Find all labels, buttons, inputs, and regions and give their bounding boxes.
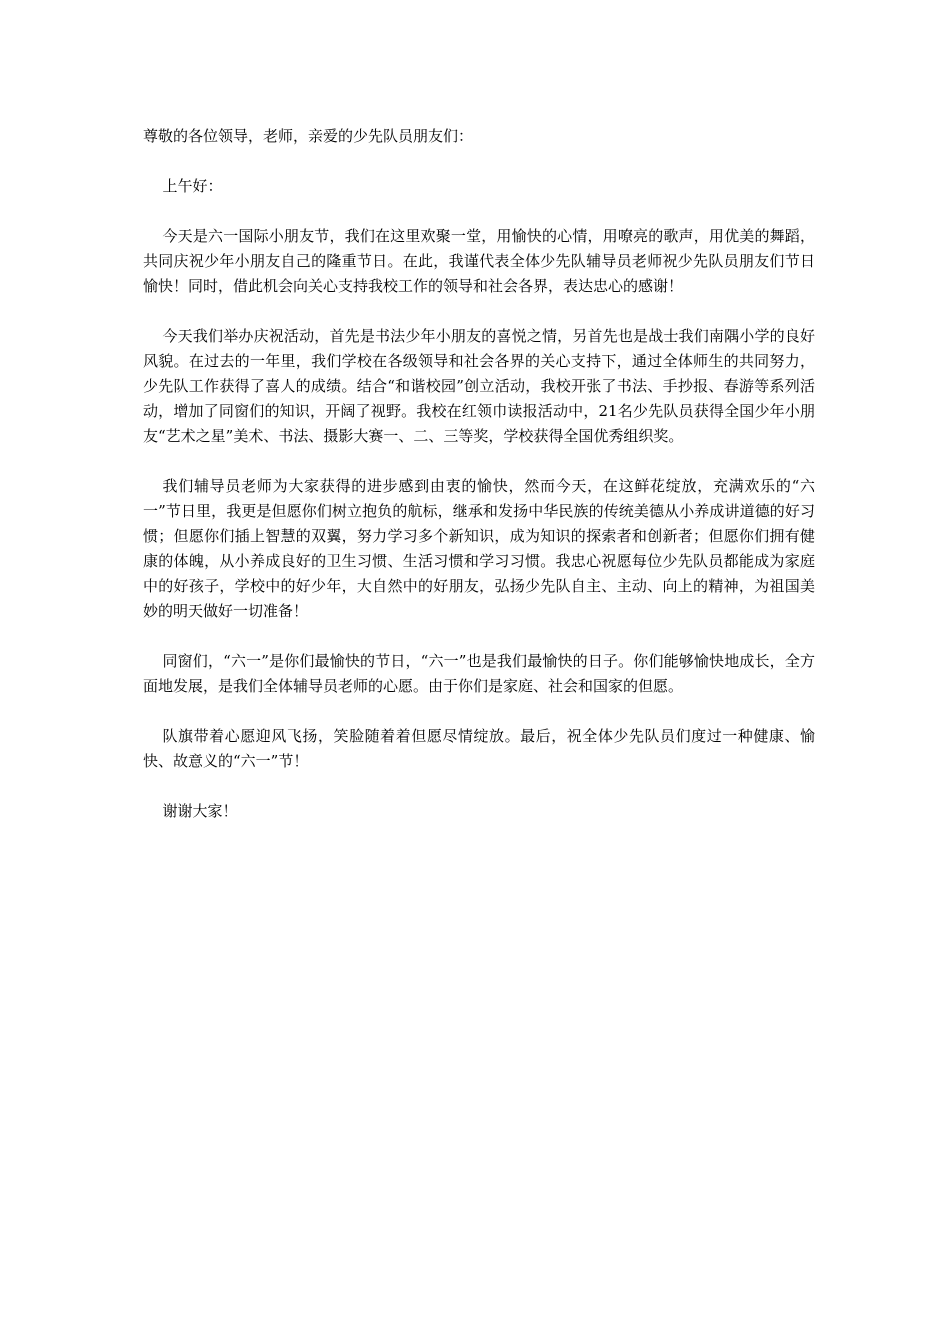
paragraph-opening: 今天是六一国际小朋友节，我们在这里欢聚一堂，用愉快的心情，用嘹亮的歌声，用优美的舞蹈，共同庆祝少年小朋友自己的隆重节日。在此，我谨代表全体少先队辅导员老师祝少先队员朋友们节日愉快！同时，借此机会向关心支持我校工作的领导和社会各界，表达忠心的感谢！	[143, 227, 815, 295]
closing-line: 谢谢大家！	[162, 802, 238, 820]
speech-body	[143, 124, 815, 849]
salutation-line: 上午好：	[162, 177, 223, 195]
paragraph-final-blessing: 队旗带着心愿迎风飞扬，笑脸随着着但愿尽情绽放。最后，祝全体少先队员们度过一种健康、愉快、故意义的“六一”节！	[143, 727, 815, 770]
paragraph-festival: 同窗们，“六一”是你们最愉快的节日，“六一”也是我们最愉快的日子。你们能够愉快地成长，全方面地发展，是我们全体辅导员老师的心愿。由于你们是家庭、社会和国家的但愿。	[143, 652, 815, 695]
paragraph-wishes: 我们辅导员老师为大家获得的进步感到由衷的愉快，然而今天，在这鲜花绽放，充满欢乐的“六一”节日里，我更是但愿你们树立抱负的航标，继承和发扬中华民族的传统美德从小养成讲道德的好习惯；但愿你们插上智慧的双翼，努力学习多个新知识，成为知识的探索者和创新者；但愿你们拥有健康的体魄，从小养成良好的卫生习惯、生活习惯和学习习惯。我忠心祝愿每位少先队员都能成为家庭中的好孩子，学校中的好少年，大自然中的好朋友，弘扬少先队自主、主动、向上的精神，为祖国美妙的明天做好一切准备！	[143, 477, 815, 620]
greeting-line: 尊敬的各位领导，老师，亲爱的少先队员朋友们：	[143, 127, 474, 145]
paragraph-achievements: 今天我们举办庆祝活动，首先是书法少年小朋友的喜悦之情，另首先也是战士我们南隅小学的良好风貌。在过去的一年里，我们学校在各级领导和社会各界的关心支持下，通过全体师生的共同努力，少先队工作获得了喜人的成绩。结合“和谐校园”创立活动，我校开张了书法、手抄报、春游等系列活动，增加了同窗们的知识，开阔了视野。我校在红领巾读报活动中，21名少先队员获得全国少年小朋友“艺术之星”美术、书法、摄影大赛一、二、三等奖，学校获得全国优秀组织奖。	[143, 327, 815, 445]
